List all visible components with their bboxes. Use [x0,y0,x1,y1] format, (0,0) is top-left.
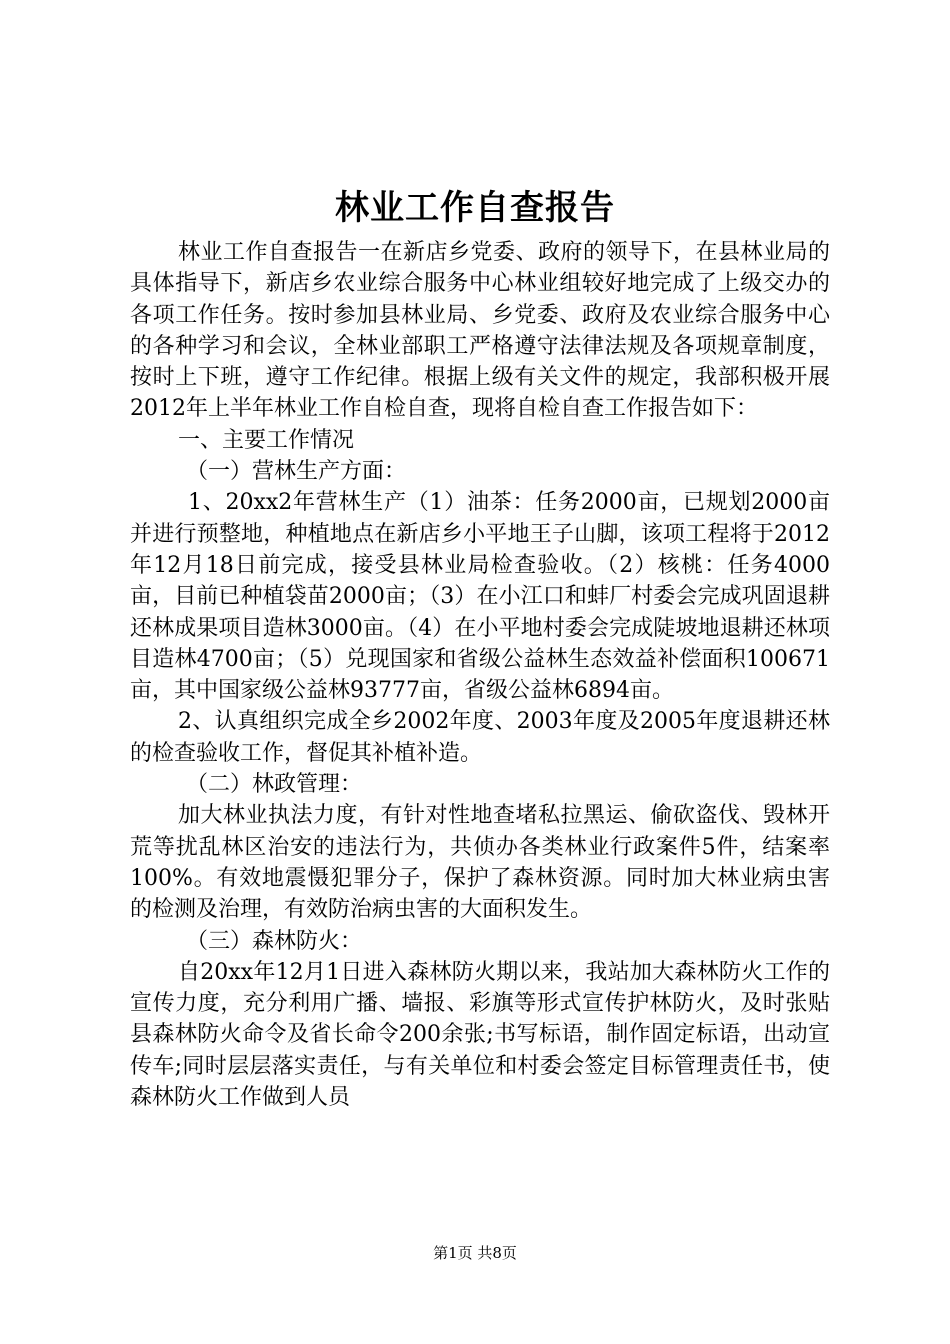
document-title: 林业工作自查报告 [335,188,615,228]
heading-afforestation: （一）营林生产方面： [186,459,407,485]
paragraph-forest-administration: 加大林业执法力度，有针对性地查堵私拉黑运、偷砍盗伐、毁林开荒等扰乱林区治安的违法行为，共侦办各类林业行政案件5件，结案率100%。有效地震慑犯罪分子，保护了森林资源。同时加大林业病虫害的检测及治理，有效防治病虫害的大面积发生。 [130,803,830,923]
paragraph-fire-prevention: 自20xx年12月1日进入森林防火期以来，我站加大森林防火工作的宣传力度，充分利用广播、墙报、彩旗等形式宣传护林防火，及时张贴县森林防火命令及省长命令200余张;书写标语，制作固定标语，出动宣传车;同时层层落实责任，与有关单位和村委会签定目标管理责任书，使森林防火工作做到人员 [130,959,830,1111]
paragraph-inspection: 2、认真组织完成全乡2002年度、2003年度及2005年度退耕还林的检查验收工作，督促其补植补造。 [130,709,830,766]
paragraph-afforestation: 1、20xx2年营林生产（1）油茶：任务2000亩，已规划2000亩并进行预整地，种植地点在新店乡小平地王子山脚，该项工程将于2012年12月18日前完成，接受县林业局检查验收。（2）核桃：任务4000亩，目前已种植袋苗2000亩；（3）在小江口和蚌厂村委会完成巩固退耕还林成果项目造林3000亩。（4）在小平地村委会完成陡坡地退耕还林项目造林4700亩；（5）兑现国家和省级公益林生态效益补偿面积100671亩，其中国家级公益林93777亩，省级公益林6894亩。 [130,490,830,704]
document-body [130,237,830,1113]
heading-forest-administration: （二）林政管理： [186,772,363,798]
page-footer: 第1页 共8页 [433,1244,517,1262]
heading-fire-prevention: （三）森林防火： [186,928,363,954]
paragraph-intro: 林业工作自查报告一在新店乡党委、政府的领导下，在县林业局的具体指导下，新店乡农业综合服务中心林业组较好地完成了上级交办的各项工作任务。按时参加县林业局、乡党委、政府及农业综合服务中心的各种学习和会议，全林业部职工严格遵守法律法规及各项规章制度，按时上下班，遵守工作纪律。根据上级有关文件的规定，我部积极开展2012年上半年林业工作自检自查，现将自检自查工作报告如下： [130,240,830,422]
heading-main-work: 一、主要工作情况 [178,427,355,453]
